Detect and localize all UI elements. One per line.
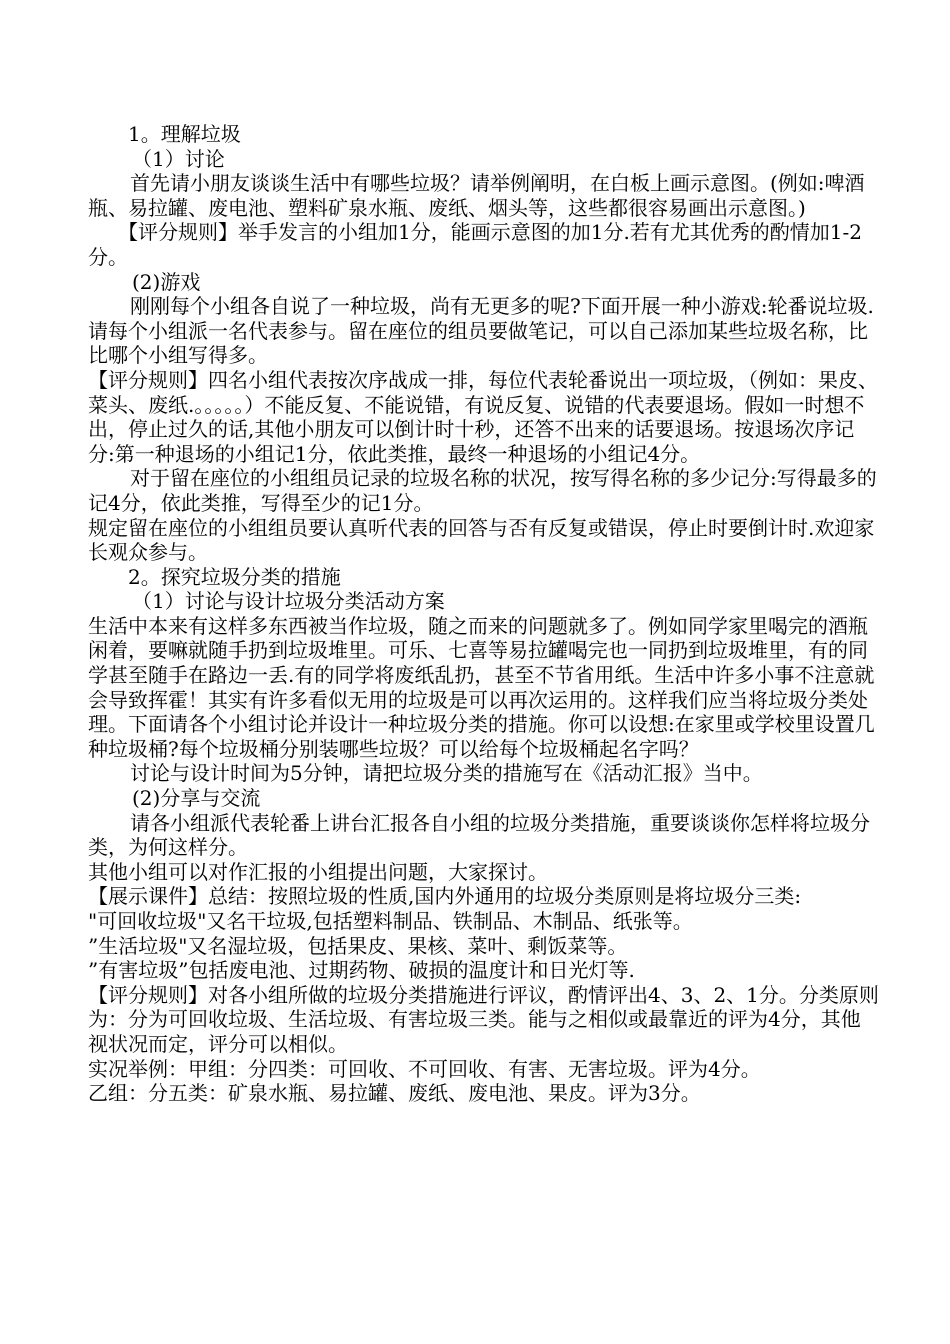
paragraph-recyclable: "可回收垃圾"又名干垃圾,包括塑料制品、铁制品、木制品、纸张等。	[88, 909, 693, 933]
subsection-heading-2-2: (2)分享与交流	[132, 786, 261, 811]
paragraph-requirement: 规定留在座位的小组组员要认真听代表的回答与否有反复或错误，停止时要倒计时.欢迎家长观众参与。	[88, 515, 875, 565]
paragraph-game-intro: 刚刚每个小组各自说了一种垃圾，尚有无更多的呢?下面开展一种小游戏:轮番说垃圾.请每个小组派一名代表参与。留在座位的组员要做笔记，可以自己添加某些垃圾名称，比比哪个小组写得多。	[88, 294, 874, 368]
paragraph-scoring-rule-2: 【评分规则】四名小组代表按次序战成一排，每位代表轮番说出一项垃圾，（例如：果皮、菜头、废纸.。。。。。）不能反复、不能说错，有说反复、说错的代表要退场。假如一时想不出，停止过久的话,其他小朋友可以倒计时十秒，还答不出来的话要退场。按退场次序记分:第一种退场的小组记1分，依此类推，最终一种退场的小组记4分。	[88, 367, 878, 466]
subsection-heading-1-1: （1）讨论	[132, 146, 225, 171]
paragraph-record-scoring: 对于留在座位的小组组员记录的垃圾名称的状况，按写得名称的多少记分:写得最多的记4分，依此类推，写得至少的记1分。	[88, 466, 877, 515]
paragraph-intro-discussion: 首先请小朋友谈谈生活中有哪些垃圾？请举例阐明，在白板上画示意图。(例如:啤酒瓶、易拉罐、废电池、塑料矿泉水瓶、废纸、烟头等，这些都很容易画出示意图。)	[88, 171, 865, 220]
paragraph-household: ”生活垃圾"又名湿垃圾，包括果皮、果核、菜叶、剩饭菜等。	[88, 933, 628, 958]
subsection-heading-1-2: (2)游戏	[132, 269, 201, 294]
paragraph-scoring-rule-3: 【评分规则】对各小组所做的垃圾分类措施进行评议，酌情评出4、3、2、1分。分类原则为：分为可回收垃圾、生活垃圾、有害垃圾三类。能与之相似或最靠近的评为4分，其他视状况而定，评分可以相似。	[88, 982, 879, 1056]
paragraph-discussion: 其他小组可以对作汇报的小组提出问题，大家探讨。	[88, 859, 548, 884]
paragraph-example-a: 实况举例：甲组：分四类：可回收、不可回收、有害、无害垃圾。评为4分。	[88, 1056, 761, 1081]
paragraph-design-time: 讨论与设计时间为5分钟，请把垃圾分类的措施写在《活动汇报》当中。	[130, 761, 763, 786]
section-heading-2: 2。探究垃圾分类的措施	[128, 564, 341, 589]
paragraph-example-b: 乙组：分五类：矿泉水瓶、易拉罐、废纸、废电池、果皮。评为3分。	[88, 1081, 701, 1106]
document-body	[88, 122, 880, 1106]
paragraph-courseware-summary: 【展示课件】总结：按照垃圾的性质,国内外通用的垃圾分类原则是将垃圾分三类:	[88, 884, 802, 909]
paragraph-hazardous: ”有害垃圾”包括废电池、过期药物、破损的温度计和日光灯等.	[88, 958, 635, 983]
section-heading-1: 1。理解垃圾	[128, 122, 241, 146]
subsection-heading-2-1: （1）讨论与设计垃圾分类活动方案	[132, 589, 445, 614]
paragraph-life-garbage: 生活中本来有这样多东西被当作垃圾，随之而来的问题就多了。例如同学家里喝完的酒瓶闲着，要嘛就随手扔到垃圾堆里。可乐、七喜等易拉罐喝完也一同扔到垃圾堆里，有的同学甚至随手在路边一丢.有的同学将废纸乱扔，甚至不节省用纸。生活中许多小事不注意就会导致挥霍！其实有许多看似无用的垃圾是可以再次运用的。这样我们应当将垃圾分类处理。下面请各个小组讨论并设计一种垃圾分类的措施。你可以设想:在家里或学校里设置几种垃圾桶?每个垃圾桶分别装哪些垃圾？可以给每个垃圾桶起名字吗？	[88, 613, 875, 761]
paragraph-scoring-rule-1: 【评分规则】举手发言的小组加1分，能画示意图的加1分.若有尤其优秀的酌情加1-2分。	[88, 220, 863, 269]
paragraph-share-report: 请各小组派代表轮番上讲台汇报各自小组的垃圾分类措施，重要谈谈你怎样将垃圾分类，为何这样分。	[88, 810, 870, 860]
